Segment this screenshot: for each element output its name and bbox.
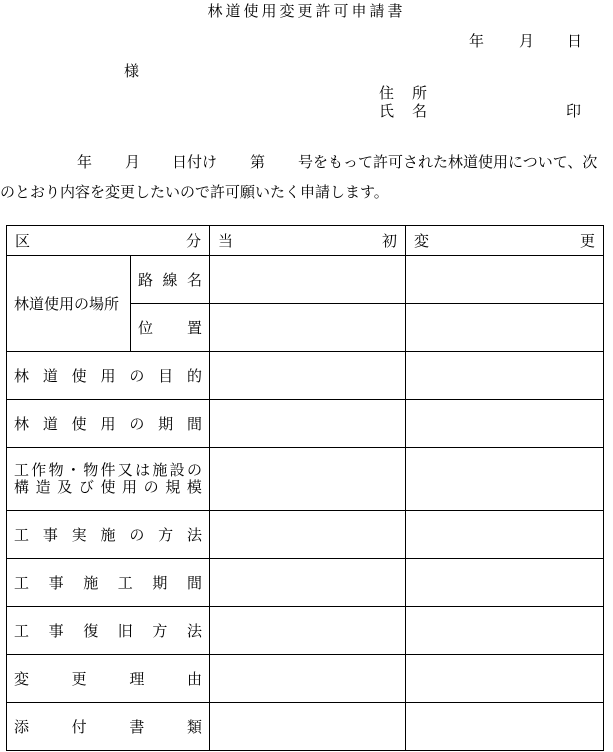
row-label-purpose-text: 林 道 使 用 の 目 的 — [14, 367, 202, 385]
position-original-cell[interactable] — [210, 304, 406, 352]
header-change-left: 変 — [414, 232, 430, 250]
table-row — [7, 400, 604, 448]
header-original — [210, 226, 406, 256]
location-label — [7, 256, 131, 352]
position-text: 位 置 — [138, 319, 202, 337]
table-row — [7, 655, 604, 703]
date-month-label: 月 — [519, 32, 535, 50]
date-year-label: 年 — [469, 32, 485, 50]
table-row — [7, 607, 604, 655]
addressee-suffix: 様 — [124, 62, 140, 80]
route-name-label — [131, 256, 210, 304]
row-label-reason-text: 変 更 理 由 — [14, 670, 202, 688]
document-title: 林道使用変更許可申請書 — [207, 2, 406, 20]
table-row — [7, 352, 604, 400]
purpose-change-cell[interactable] — [406, 352, 604, 400]
body-paragraph-line2: のとおり内容を変更したいので許可願いたく申請します。 — [0, 183, 389, 201]
table-row — [7, 448, 604, 511]
structure-original-cell[interactable] — [210, 448, 406, 511]
reason-change-cell[interactable] — [406, 655, 604, 703]
date-day-label: 日 — [567, 32, 583, 50]
header-category — [7, 226, 210, 256]
construction-period-original-cell[interactable] — [210, 559, 406, 607]
attachments-change-cell[interactable] — [406, 703, 604, 751]
name-label: 氏名 — [379, 102, 446, 120]
row-label-structure-line1: 工 作 物 ・ 物 件 又 は 施 設 の — [14, 461, 202, 479]
body-month: 月 — [125, 153, 141, 171]
table-row — [7, 256, 604, 304]
method-original-cell[interactable] — [210, 511, 406, 559]
row-label-structure-line2: 構 造 及 び 使 用 の 規 模 — [14, 478, 202, 496]
body-line1-rest: 号をもって許可された林道使用について、次 — [298, 153, 598, 171]
header-original-right: 初 — [381, 232, 397, 250]
row-label-purpose — [7, 352, 210, 400]
header-category-right: 分 — [185, 232, 201, 250]
row-label-construction-period — [7, 559, 210, 607]
table-row — [7, 559, 604, 607]
structure-change-cell[interactable] — [406, 448, 604, 511]
method-change-cell[interactable] — [406, 511, 604, 559]
period-change-cell[interactable] — [406, 400, 604, 448]
route-name-change-cell[interactable] — [406, 256, 604, 304]
period-original-cell[interactable] — [210, 400, 406, 448]
row-label-construction-period-text: 工 事 施 工 期 間 — [14, 574, 202, 592]
body-number-prefix: 第 — [250, 153, 266, 171]
row-label-method — [7, 511, 210, 559]
reason-original-cell[interactable] — [210, 655, 406, 703]
header-change — [406, 226, 604, 256]
row-label-period — [7, 400, 210, 448]
row-label-attachments — [7, 703, 210, 751]
header-original-left: 当 — [218, 232, 234, 250]
location-label-text: 林道使用の場所 — [14, 295, 120, 313]
construction-period-change-cell[interactable] — [406, 559, 604, 607]
row-label-method-text: 工 事 実 施 の 方 法 — [14, 526, 202, 544]
attachments-original-cell[interactable] — [210, 703, 406, 751]
table-header-row — [7, 226, 604, 256]
table-row — [7, 511, 604, 559]
restoration-original-cell[interactable] — [210, 607, 406, 655]
route-name-text: 路 線 名 — [138, 271, 202, 289]
route-name-original-cell[interactable] — [210, 256, 406, 304]
row-label-structure — [7, 448, 210, 511]
row-label-restoration-text: 工 事 復 旧 方 法 — [14, 622, 202, 640]
position-change-cell[interactable] — [406, 304, 604, 352]
position-label — [131, 304, 210, 352]
row-label-period-text: 林 道 使 用 の 期 間 — [14, 415, 202, 433]
seal-mark: 印 — [566, 102, 582, 120]
body-year: 年 — [77, 153, 93, 171]
body-dated: 日付け — [172, 153, 218, 171]
row-label-reason — [7, 655, 210, 703]
purpose-original-cell[interactable] — [210, 352, 406, 400]
address-label: 住所 — [379, 84, 446, 102]
table-row — [7, 703, 604, 751]
restoration-change-cell[interactable] — [406, 607, 604, 655]
application-table — [6, 225, 604, 751]
header-category-left: 区 — [15, 232, 31, 250]
header-change-right: 更 — [579, 232, 595, 250]
row-label-restoration — [7, 607, 210, 655]
row-label-attachments-text: 添 付 書 類 — [14, 718, 202, 736]
